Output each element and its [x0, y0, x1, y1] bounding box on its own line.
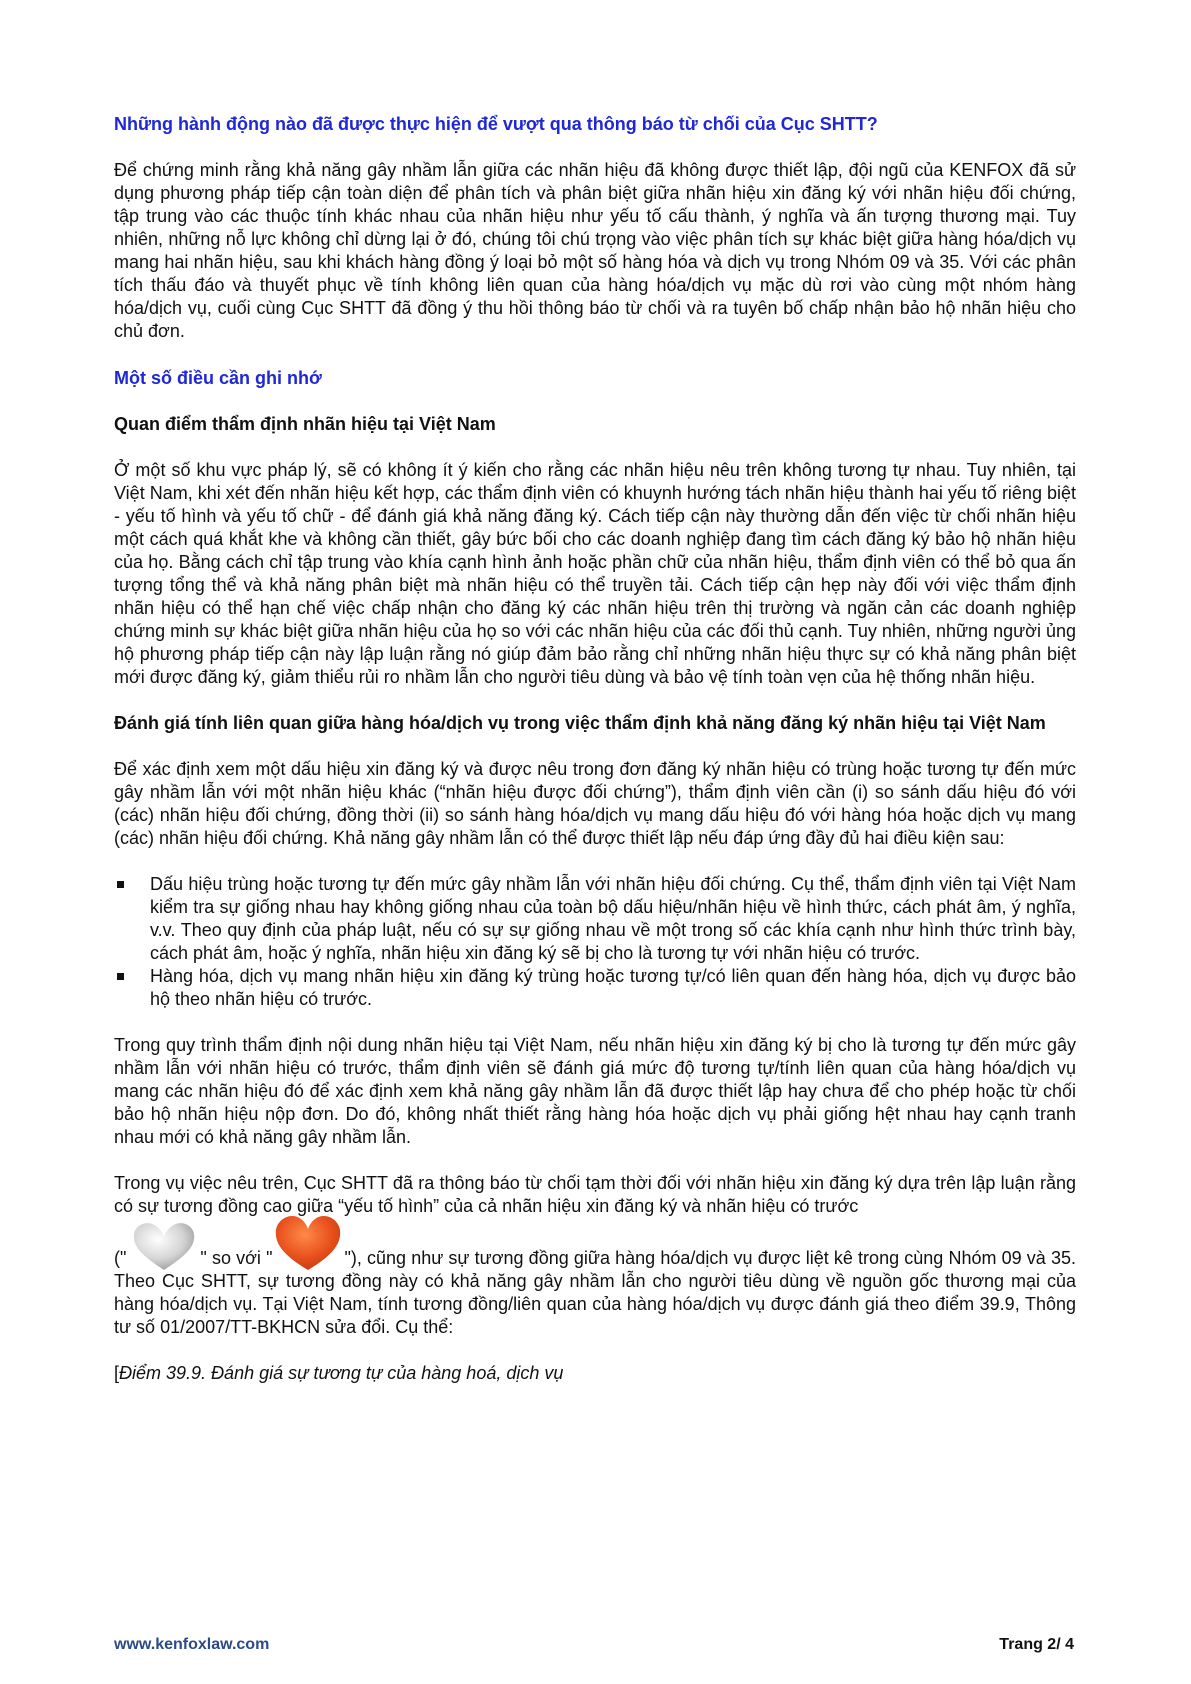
open-quote: (" [114, 1248, 127, 1268]
bullet-square-icon [117, 881, 124, 888]
viewpoint-paragraph: Ở một số khu vực pháp lý, sẽ có không ít ý kiến cho rằng các nhãn hiệu nêu trên không tương tự nhau. Tuy nhiên, tại Việt Nam, khi xét đến nhãn hiệu kết hợp, các thẩm định viên có khuynh hướng tách nhãn hiệu thành hai yếu tố riêng biệt - yếu tố hình và yếu tố chữ - để đánh giá khả năng đăng ký. Cách tiếp cận này thường dẫn đến việc từ chối nhãn hiệu một cách quá khắt khe và không cần thiết, gây bức bối cho các doanh nghiệp đang tìm cách đăng ký bảo hộ nhãn hiệu của họ. Bằng cách chỉ tập trung vào khía cạnh hình ảnh hoặc phần chữ của nhãn hiệu, thẩm định viên có thể bỏ qua ấn tượng tổng thể và khả năng phân biệt mà nhãn hiệu có thể truyền tải. Cách tiếp cận hẹp này đối với việc thẩm định nhãn hiệu có thể hạn chế việc chấp nhận cho đăng ký các nhãn hiệu trên thị trường và ngăn cản các doanh nghiệp chứng minh sự khác biệt giữa nhãn hiệu của họ so với các nhãn hiệu của các đối thủ cạnh. Tuy nhiên, những người ủng hộ phương pháp tiếp cận này lập luận rằng nó giúp đảm bảo rằng chỉ những nhãn hiệu thực sự có khả năng phân biệt mới được đăng ký, giảm thiểu rủi ro nhầm lẫn cho người tiêu dùng và bảo vệ tính toàn vẹn của hệ thống nhãn hiệu. [114, 460, 1076, 687]
list-item-text: Hàng hóa, dịch vụ mang nhãn hiệu xin đăng ký trùng hoặc tương tự/có liên quan đến hàng hóa, dịch vụ được bảo hộ theo nhãn hiệu có trước. [150, 966, 1076, 1009]
quote-bracket: [ [114, 1363, 120, 1383]
grey-heart-logo-icon [128, 1218, 200, 1272]
case-paragraph-intro: Trong vụ việc nêu trên, Cục SHTT đã ra thông báo từ chối tạm thời đối với nhãn hiệu xin đăng ký dựa trên lập luận rằng có sự tương đồng cao giữa “yếu tố hình” của cả nhãn hiệu xin đăng ký và nhãn hiệu có trước [114, 1173, 1076, 1216]
list-item [114, 965, 1076, 1011]
quote-text: Điểm 39.9. Đánh giá sự tương tự của hàng hoá, dịch vụ [119, 1363, 564, 1383]
list-item-text: Dấu hiệu trùng hoặc tương tự đến mức gây nhầm lẫn với nhãn hiệu đối chứng. Cụ thể, thẩm định viên tại Việt Nam kiểm tra sự giống nhau hay không giống nhau của toàn bộ dấu hiệu/nhãn hiệu về hình thức, cách phát âm, ý nghĩa, v.v. Theo quy định của pháp luật, nếu có sự sự giống nhau về một trong số các khía cạnh như hình thức trình bày, cách phát âm, hoặc ý nghĩa, nhãn hiệu xin đăng ký sẽ bị cho là tương tự với nhãn hiệu có trước. [150, 874, 1076, 963]
action-paragraph: Để chứng minh rằng khả năng gây nhầm lẫn giữa các nhãn hiệu đã không được thiết lập, đội ngũ của KENFOX đã sử dụng phương pháp tiếp cận toàn diện để phân tích và phân biệt giữa nhãn hiệu xin đăng ký với nhãn hiệu đối chứng, tập trung vào các thuộc tính khác nhau của nhãn hiệu như yếu tố cấu thành, ý nghĩa và ấn tượng thương mại. Tuy nhiên, những nỗ lực không chỉ dừng lại ở đó, chúng tôi chú trọng vào việc phân tích sự khác biệt giữa hàng hóa/dịch vụ mang hai nhãn hiệu, sau khi khách hàng đồng ý loại bỏ một số hàng hóa và dịch vụ trong Nhóm 09 và 35. Với các phân tích thấu đáo và thuyết phục về tính không liên quan của hàng hóa/dịch vụ mặc dù rơi vào cùng một nhóm hàng hóa/dịch vụ, cuối cùng Cục SHTT đã đồng ý thu hồi thông báo từ chối và ra tuyên bố chấp nhận bảo hộ nhãn hiệu cho chủ đơn. [114, 160, 1076, 341]
footer-website-link[interactable]: www.kenfoxlaw.com [114, 1636, 270, 1653]
orange-heart-logo-icon [272, 1218, 344, 1272]
conditions-list [114, 873, 1076, 1011]
viewpoint-heading: Quan điểm thẩm định nhãn hiệu tại Việt Nam [114, 414, 496, 434]
quote-line [114, 1362, 1076, 1385]
case-paragraph-rest: "), cũng như sự tương đồng giữa hàng hóa/dịch vụ được liệt kê trong cùng Nhóm 09 và 35. Theo Cục SHTT, sự tương đồng này có khả năng gây nhầm lẫn cho người tiêu dùng về nguồn gốc thương mại của hàng hóa/dịch vụ. Tại Việt Nam, tính tương đồng/liên quan của hàng hóa/dịch vụ được đánh giá theo điểm 39.9, Thông tư số 01/2007/TT-BKHCN sửa đổi. Cụ thể: [114, 1248, 1076, 1337]
relevance-heading: Đánh giá tính liên quan giữa hàng hóa/dịch vụ trong việc thẩm định khả năng đăng ký nhãn hiệu tại Việt Nam [114, 713, 1046, 733]
versus-text: " so với " [200, 1248, 273, 1268]
remember-heading: Một số điều cần ghi nhớ [114, 368, 322, 388]
relevance-paragraph: Để xác định xem một dấu hiệu xin đăng ký và được nêu trong đơn đăng ký nhãn hiệu có trùng hoặc tương tự đến mức gây nhầm lẫn với một nhãn hiệu khác (“nhãn hiệu được đối chứng”), thẩm định viên cần (i) so sánh dấu hiệu đó với (các) nhãn hiệu đối chứng, đồng thời (ii) so sánh hàng hóa/dịch vụ mang dấu hiệu đó với hàng hóa hoặc dịch vụ mang (các) nhãn hiệu đối chứng. Khả năng gây nhầm lẫn có thể được thiết lập nếu đáp ứng đầy đủ hai điều kiện sau: [114, 759, 1076, 848]
footer-page-number: Trang 2/ 4 [999, 1636, 1074, 1653]
bullet-square-icon [117, 973, 124, 980]
action-heading: Những hành động nào đã được thực hiện để vượt qua thông báo từ chối của Cục SHTT? [114, 114, 878, 134]
list-item [114, 873, 1076, 965]
process-paragraph: Trong quy trình thẩm định nội dung nhãn hiệu tại Việt Nam, nếu nhãn hiệu xin đăng ký bị cho là tương tự đến mức gây nhầm lẫn với nhãn hiệu có trước, thẩm định viên sẽ đánh giá mức độ tương tự/tính liên quan của hàng hóa/dịch vụ mang các nhãn hiệu đó để xác định xem khả năng gây nhầm lẫn đã được thiết lập hay chưa để cho phép hoặc từ chối bảo hộ nhãn hiệu nộp đơn. Do đó, không nhất thiết rằng hàng hóa hoặc dịch vụ phải giống hệt nhau hay cạnh tranh nhau mới có khả năng gây nhầm lẫn. [114, 1035, 1076, 1147]
case-paragraph-continued [114, 1218, 1076, 1339]
